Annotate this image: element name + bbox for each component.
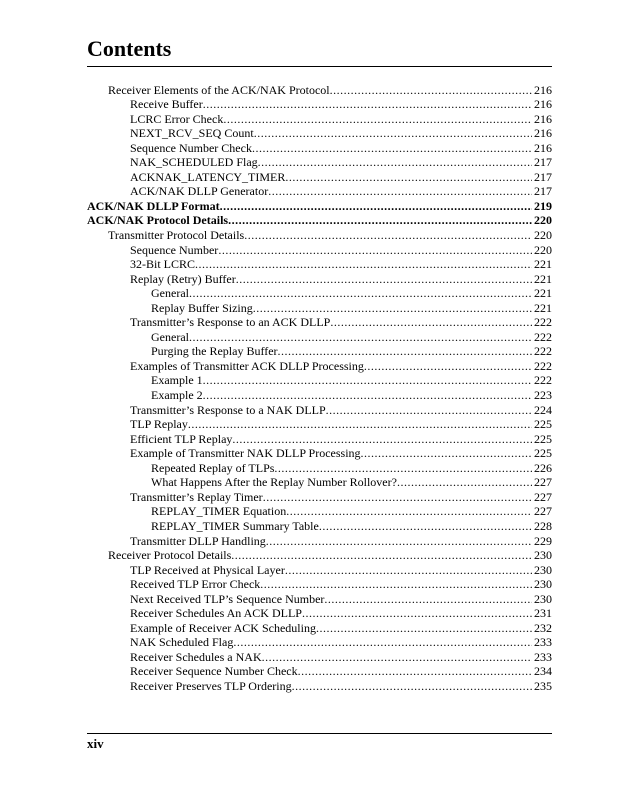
- toc-entry[interactable]: [87, 548, 552, 563]
- toc-entry[interactable]: [87, 635, 552, 650]
- toc-entry[interactable]: [87, 155, 552, 170]
- toc-entry-page: 219: [534, 198, 552, 213]
- toc-entry-title: Receiver Schedules An ACK DLLP: [130, 606, 302, 621]
- toc-entry-title: Next Received TLP’s Sequence Number: [130, 591, 325, 606]
- toc-entry[interactable]: [87, 475, 552, 490]
- toc-entry[interactable]: [87, 97, 552, 112]
- toc-entry-title: Sequence Number: [130, 242, 219, 257]
- toc-entry-page: 221: [534, 300, 552, 315]
- toc-entry-title: Transmitter’s Replay Timer: [130, 489, 263, 504]
- toc-entry[interactable]: [87, 533, 552, 548]
- toc-entry-title: Sequence Number Check: [130, 140, 252, 155]
- toc-entry-title: Example 1: [151, 373, 203, 388]
- toc-dot-leader: [258, 155, 532, 169]
- toc-entry[interactable]: [87, 678, 552, 693]
- toc-entry-page: 220: [534, 242, 552, 257]
- toc-entry-page: 234: [534, 664, 552, 679]
- toc-dot-leader: [232, 432, 532, 446]
- toc-entry-page: 225: [534, 417, 552, 432]
- toc-entry-title: NAK Scheduled Flag: [130, 635, 234, 650]
- toc-entry-page: 235: [534, 678, 552, 693]
- toc-entry[interactable]: [87, 606, 552, 621]
- toc-dot-leader: [203, 373, 532, 387]
- toc-dot-leader: [218, 243, 532, 257]
- toc-entry-title: 32-Bit LCRC: [130, 257, 196, 272]
- toc-dot-leader: [330, 315, 532, 329]
- toc-dot-leader: [262, 650, 532, 664]
- toc-dot-leader: [263, 490, 532, 504]
- toc-entry-page: 220: [534, 228, 552, 243]
- toc-entry-page: 216: [534, 97, 552, 112]
- toc-entry-title: ACK/NAK DLLP Format: [87, 198, 220, 213]
- toc-dot-leader: [195, 257, 532, 271]
- toc-entry-title: What Happens After the Replay Number Rollover?: [151, 475, 397, 490]
- toc-entry-title: Receiver Preserves TLP Ordering: [130, 678, 292, 693]
- toc-entry-page: 230: [534, 591, 552, 606]
- toc-entry-title: ACKNAK_LATENCY_TIMER: [130, 169, 286, 184]
- toc-entry[interactable]: [87, 315, 552, 330]
- toc-dot-leader: [298, 664, 532, 678]
- toc-entry-title: REPLAY_TIMER Equation: [151, 504, 287, 519]
- toc-entry[interactable]: [87, 169, 552, 184]
- toc-dot-leader: [231, 548, 532, 562]
- toc-entry-page: 228: [534, 518, 552, 533]
- toc-dot-leader: [266, 534, 532, 548]
- toc-entry-page: 232: [534, 620, 552, 635]
- toc-entry[interactable]: [87, 402, 552, 417]
- toc-dot-leader: [228, 213, 532, 227]
- toc-entry-title: Transmitter’s Response to an ACK DLLP: [130, 315, 331, 330]
- toc-entry-title: Example of Receiver ACK Scheduling: [130, 620, 316, 635]
- toc-dot-leader: [244, 228, 532, 242]
- toc-entry-page: 217: [534, 155, 552, 170]
- toc-entry-title: General: [151, 329, 189, 344]
- toc-dot-leader: [364, 359, 532, 373]
- toc-entry-title: Receiver Sequence Number Check: [130, 664, 298, 679]
- toc-entry[interactable]: [87, 111, 552, 126]
- toc-entry-title: Purging the Replay Buffer: [151, 344, 278, 359]
- toc-entry-title: Repeated Replay of TLPs: [151, 460, 275, 475]
- toc-entry[interactable]: [87, 373, 552, 388]
- toc-dot-leader: [302, 606, 532, 620]
- toc-entry-page: 227: [534, 504, 552, 519]
- toc-entry[interactable]: [87, 198, 552, 213]
- toc-dot-leader: [203, 388, 532, 402]
- toc-entry[interactable]: [87, 649, 552, 664]
- toc-entry-page: 221: [534, 271, 552, 286]
- toc-dot-leader: [220, 199, 532, 213]
- toc-entry-title: Receive Buffer: [130, 97, 203, 112]
- toc-entry-page: 222: [534, 329, 552, 344]
- toc-entry-title: Transmitter’s Response to a NAK DLLP: [130, 402, 326, 417]
- toc-dot-leader: [326, 403, 532, 417]
- toc-entry-page: 226: [534, 460, 552, 475]
- toc-entry[interactable]: [87, 82, 552, 97]
- toc-entry-title: General: [151, 286, 189, 301]
- toc-entry-page: 230: [534, 548, 552, 563]
- toc-entry[interactable]: [87, 271, 552, 286]
- toc-entry-page: 227: [534, 475, 552, 490]
- toc-dot-leader: [252, 141, 532, 155]
- toc-entry[interactable]: [87, 460, 552, 475]
- toc-entry-page: 223: [534, 388, 552, 403]
- toc-entry-page: 216: [534, 82, 552, 97]
- toc-dot-leader: [189, 330, 532, 344]
- toc-entry-title: TLP Received at Physical Layer: [130, 562, 285, 577]
- toc-entry-title: ACK/NAK DLLP Generator: [130, 184, 269, 199]
- toc-entry[interactable]: [87, 518, 552, 533]
- toc-dot-leader: [286, 504, 532, 518]
- toc-dot-leader: [254, 126, 532, 140]
- toc-entry-title: NEXT_RCV_SEQ Count: [130, 126, 254, 141]
- toc-entry-page: 216: [534, 140, 552, 155]
- title-divider: [87, 66, 552, 67]
- toc-entry[interactable]: [87, 184, 552, 199]
- toc-entry-page: 222: [534, 315, 552, 330]
- page-number: xiv: [87, 736, 104, 751]
- toc-entry[interactable]: [87, 300, 552, 315]
- toc-entry-page: 217: [534, 169, 552, 184]
- toc-entry-title: Efficient TLP Replay: [130, 431, 233, 446]
- toc-entry-page: 229: [534, 533, 552, 548]
- toc-entry-page: 220: [534, 213, 552, 228]
- toc-entry[interactable]: [87, 387, 552, 402]
- toc-entry-title: Transmitter Protocol Details: [108, 228, 245, 243]
- toc-dot-leader: [278, 344, 532, 358]
- toc-entry-title: Example of Transmitter NAK DLLP Processing: [130, 446, 361, 461]
- toc-entry[interactable]: [87, 591, 552, 606]
- toc-entry[interactable]: [87, 446, 552, 461]
- toc-dot-leader: [223, 112, 532, 126]
- toc-entry-page: 216: [534, 111, 552, 126]
- toc-entry-title: Transmitter DLLP Handling: [130, 533, 266, 548]
- toc-dot-leader: [285, 170, 532, 184]
- toc-entry-title: Example 2: [151, 388, 203, 403]
- toc-entry-page: 221: [534, 286, 552, 301]
- toc-dot-leader: [324, 592, 532, 606]
- toc-entry[interactable]: [87, 227, 552, 242]
- toc-dot-leader: [260, 577, 532, 591]
- toc-entry[interactable]: [87, 504, 552, 519]
- toc-entry-title: LCRC Error Check: [130, 111, 224, 126]
- toc-dot-leader: [203, 97, 532, 111]
- toc-entry-title: REPLAY_TIMER Summary Table: [151, 518, 319, 533]
- toc-entry-page: 225: [534, 431, 552, 446]
- toc-entry-page: 216: [534, 126, 552, 141]
- toc-entry[interactable]: [87, 620, 552, 635]
- toc-entry-title: TLP Replay: [130, 417, 188, 432]
- toc-entry[interactable]: [87, 286, 552, 301]
- toc-entry-page: 230: [534, 562, 552, 577]
- toc-entry[interactable]: [87, 213, 552, 228]
- toc-dot-leader: [292, 679, 532, 693]
- toc-entry[interactable]: [87, 664, 552, 679]
- toc-entry-title: Examples of Transmitter ACK DLLP Processing: [130, 358, 364, 373]
- toc-dot-leader: [233, 635, 532, 649]
- toc-entry-page: 222: [534, 373, 552, 388]
- toc-entry[interactable]: [87, 140, 552, 155]
- toc-entry-title: NAK_SCHEDULED Flag: [130, 155, 258, 170]
- toc-dot-leader: [316, 621, 532, 635]
- toc-entry-title: Replay (Retry) Buffer: [130, 271, 236, 286]
- toc-entry-page: 233: [534, 649, 552, 664]
- toc-entry[interactable]: [87, 344, 552, 359]
- toc-entry[interactable]: [87, 329, 552, 344]
- toc-entry-page: 224: [534, 402, 552, 417]
- toc-entry-page: 225: [534, 446, 552, 461]
- toc-entry[interactable]: [87, 489, 552, 504]
- toc-dot-leader: [253, 301, 532, 315]
- toc-dot-leader: [188, 417, 532, 431]
- toc-entry[interactable]: [87, 242, 552, 257]
- toc-entry-page: 222: [534, 344, 552, 359]
- toc-entry[interactable]: [87, 257, 552, 272]
- toc-entry-page: 221: [534, 257, 552, 272]
- toc-entry[interactable]: [87, 126, 552, 141]
- toc-dot-leader: [397, 475, 532, 489]
- toc-dot-leader: [330, 83, 532, 97]
- page-title: Contents: [87, 36, 172, 61]
- toc-entry[interactable]: [87, 431, 552, 446]
- toc-entry[interactable]: [87, 577, 552, 592]
- toc-entry[interactable]: [87, 358, 552, 373]
- toc-entry-page: 231: [534, 606, 552, 621]
- toc-dot-leader: [274, 461, 532, 475]
- toc-entry-title: Replay Buffer Sizing: [151, 300, 253, 315]
- toc-entry[interactable]: [87, 562, 552, 577]
- toc-entry[interactable]: [87, 417, 552, 432]
- toc-dot-leader: [285, 563, 532, 577]
- table-of-contents: [87, 82, 552, 693]
- footer-divider: [87, 733, 552, 734]
- toc-entry-title: Receiver Schedules a NAK: [130, 649, 262, 664]
- toc-dot-leader: [361, 446, 532, 460]
- toc-dot-leader: [268, 184, 532, 198]
- toc-entry-title: Receiver Protocol Details: [108, 548, 232, 563]
- toc-entry-page: 233: [534, 635, 552, 650]
- toc-entry-title: Received TLP Error Check: [130, 577, 261, 592]
- toc-entry-page: 227: [534, 489, 552, 504]
- toc-entry-title: Receiver Elements of the ACK/NAK Protocol: [108, 82, 330, 97]
- toc-dot-leader: [189, 286, 532, 300]
- toc-entry-page: 230: [534, 577, 552, 592]
- toc-dot-leader: [236, 272, 532, 286]
- toc-entry-page: 217: [534, 184, 552, 199]
- toc-entry-page: 222: [534, 358, 552, 373]
- toc-dot-leader: [319, 519, 532, 533]
- toc-entry-title: ACK/NAK Protocol Details: [87, 213, 229, 228]
